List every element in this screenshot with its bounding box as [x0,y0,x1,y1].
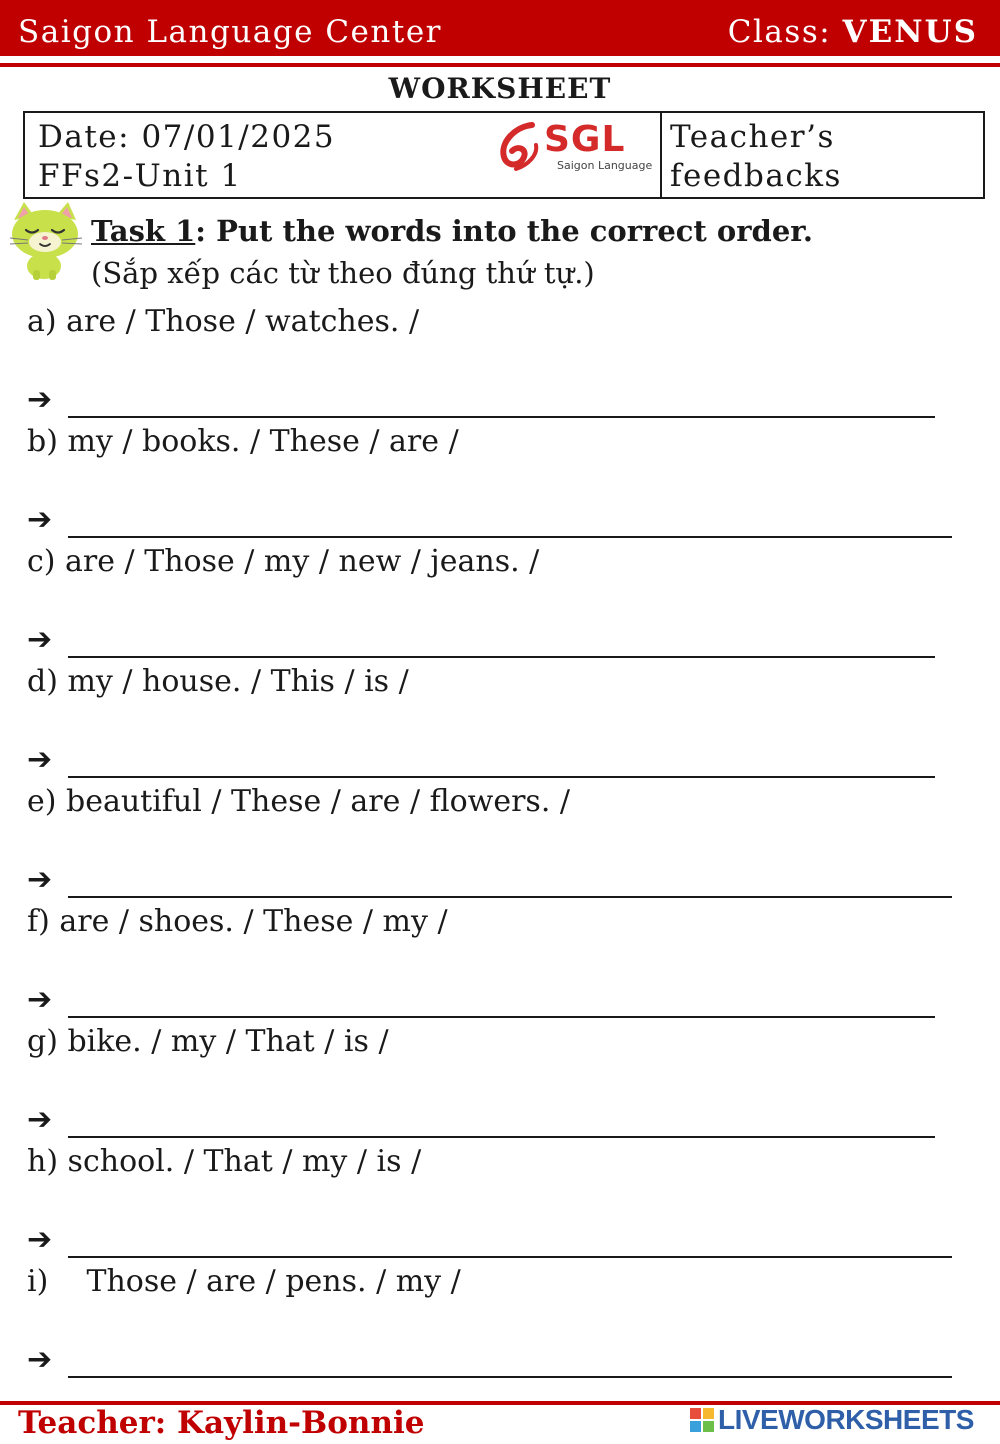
question-g: g) bike. / my / That / is / [27,1024,389,1059]
arrow-icon: ➔ [27,1102,53,1137]
class-info [728,14,978,50]
logo-text: SGL [544,119,626,160]
arrow-icon: ➔ [27,862,53,897]
arrow-icon: ➔ [27,742,53,777]
cat-mascot-icon [4,200,88,280]
task-instruction: : Put the words into the correct order. [195,214,813,248]
task-title [91,214,813,248]
question-f: f) are / shoes. / These / my / [27,904,448,939]
worksheet-title: WORKSHEET [388,72,612,105]
arrow-icon: ➔ [27,1222,53,1257]
arrow-icon: ➔ [27,382,53,417]
class-label: Class: [727,14,832,50]
feedback-label-line1: Teacher’s [670,119,835,155]
answer-line-i[interactable] [68,1376,952,1378]
question-d: d) my / house. / This / is / [27,664,409,699]
task-translation: (Sắp xếp các từ theo đúng thứ tự.) [91,256,595,290]
answer-line-d[interactable] [68,776,935,778]
question-i: i) Those / are / pens. / my / [27,1264,461,1299]
sgl-swirl-icon [494,117,544,177]
answer-line-a[interactable] [68,416,935,418]
liveworksheets-text: LIVEWORKSHEETS [718,1404,974,1435]
answer-line-e[interactable] [68,896,952,898]
answer-line-g[interactable] [68,1136,935,1138]
teacher-name: Teacher: Kaylin-Bonnie [18,1405,425,1441]
liveworksheets-grid-icon [690,1408,714,1432]
center-name: Saigon Language Center [18,14,442,50]
question-c: c) are / Those / my / new / jeans. / [27,544,540,579]
question-e: e) beautiful / These / are / flowers. / [27,784,571,819]
sgl-logo [494,117,654,177]
date-label: Date: 07/01/2025 [38,119,336,155]
question-h: h) school. / That / my / is / [27,1144,422,1179]
logo-subtext: Saigon Language [557,159,653,172]
answer-line-c[interactable] [68,656,935,658]
header-bar [0,0,1000,56]
feedback-label-line2: feedbacks [670,158,842,194]
liveworksheets-logo [690,1404,990,1438]
answer-line-h[interactable] [68,1256,952,1258]
question-a: a) are / Those / watches. / [27,304,420,339]
answer-line-f[interactable] [68,1016,935,1018]
arrow-icon: ➔ [27,1342,53,1377]
unit-label: FFs2-Unit 1 [38,158,242,194]
arrow-icon: ➔ [27,502,53,537]
info-box [23,111,985,199]
class-name: VENUS [842,14,978,50]
arrow-icon: ➔ [27,982,53,1017]
arrow-icon: ➔ [27,622,53,657]
answer-line-b[interactable] [68,536,952,538]
header-divider [0,63,1000,67]
info-box-divider [660,113,662,197]
task-label: Task 1 [91,214,196,248]
question-b: b) my / books. / These / are / [27,424,459,459]
